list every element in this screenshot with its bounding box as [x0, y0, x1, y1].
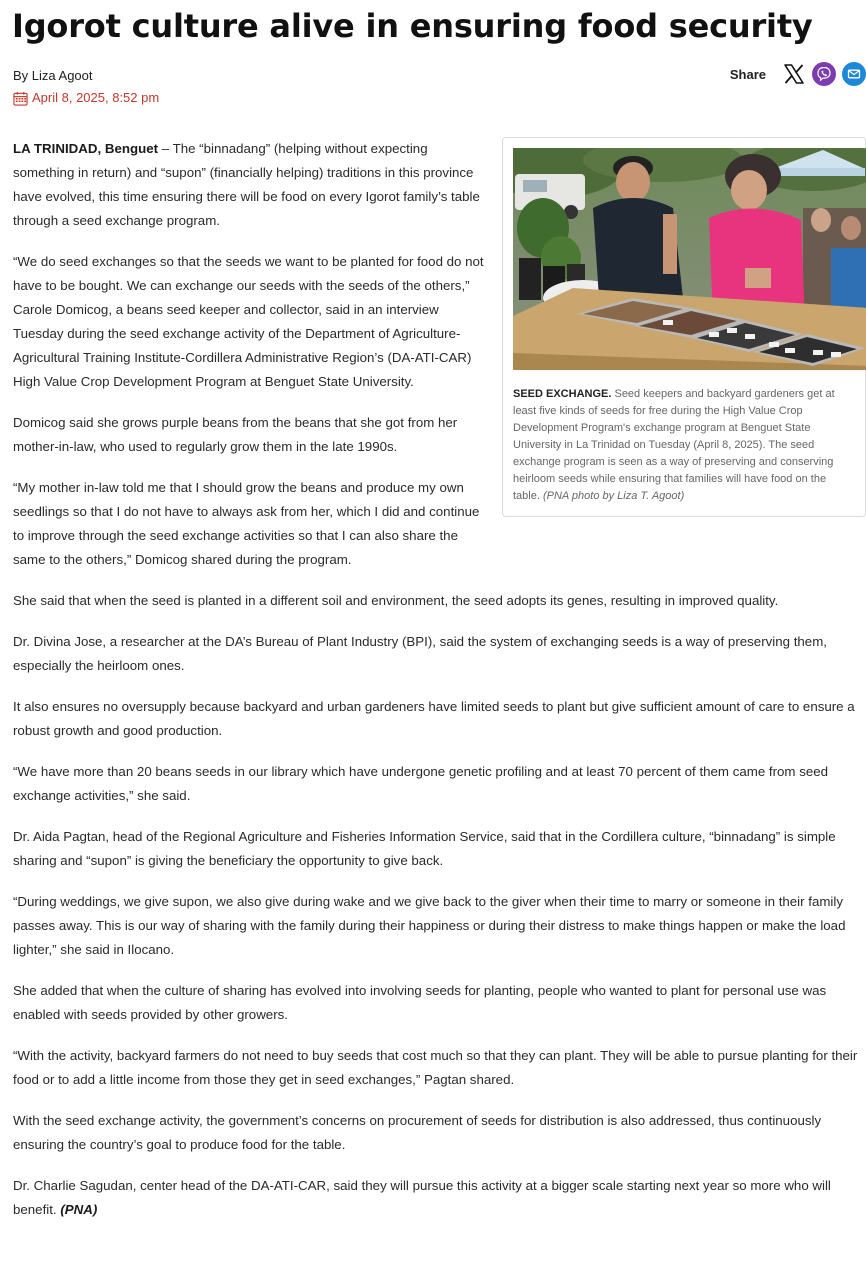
- photo-figure: [502, 137, 866, 517]
- share-email-button[interactable]: [842, 62, 866, 86]
- photo-credit: (PNA photo by Liza T. Agoot): [542, 490, 685, 502]
- article-body: [13, 137, 866, 1239]
- share-viber-button[interactable]: [812, 62, 836, 86]
- article-paragraph: “My mother in-law told me that I should grow the beans and produce my own seedlings so that I do not have to always ask from her, which I did and continue to improve through the seed exchange activities so that I can also share the same to the others,” Domicog shared during the program.: [13, 480, 480, 567]
- dateline: LA TRINIDAD, Benguet: [13, 141, 159, 156]
- share-bar: [730, 62, 866, 86]
- publish-date: [13, 89, 159, 107]
- article-paragraph: With the seed exchange activity, the government’s concerns on procurement of seeds for distribution is also addressed, thus continuously ensuring the country’s goal to produce food for the table.: [13, 1113, 822, 1152]
- article-paragraph: It also ensures no oversupply because backyard and urban gardeners have limited seeds to plant but give sufficient amount of care to ensure a robust growth and good production.: [13, 699, 855, 738]
- article-paragraph: “We do seed exchanges so that the seeds we want to be planted for food do not have to be bought. We can exchange our seeds with the seeds of the others,” Carole Domicog, a beans seed keeper and collector, said in an interview Tuesday during the seed exchange activity of the Department of Agriculture-Agricultural Training Institute-Cordillera Administrative Region’s (DA-ATI-CAR) High Value Crop Development Program at Benguet State University.: [13, 254, 484, 389]
- caption-text: Seed keepers and backyard gardeners get at least five kinds of seeds for free during the High Value Crop Development Program's exchange program at Benguet State University in La Trinidad on Tuesday (April 8, 2025). The seed exchange program is seen as a way of preserving and conserving heirloom seeds while ensuring that families will have food on the table.: [513, 388, 835, 502]
- email-icon: [846, 66, 862, 82]
- article-paragraph: Dr. Aida Pagtan, head of the Regional Agriculture and Fisheries Information Service, said that in the Cordillera culture, “binnadang” is simple sharing and “supon” is giving the beneficiary the opportunity to give back.: [13, 829, 836, 868]
- closing-text: Dr. Charlie Sagudan, center head of the DA-ATI-CAR, said they will pursue this activity at a bigger scale starting next year so more who will benefit.: [13, 1178, 831, 1217]
- photo-caption: [513, 386, 855, 505]
- viber-icon: [816, 66, 832, 82]
- publish-date-text: April 8, 2025, 8:52 pm: [32, 90, 160, 105]
- article-paragraph: She added that when the culture of sharing has evolved into involving seeds for planting, people who wanted to plant for personal use was enabled with seeds provided by other growers.: [13, 983, 827, 1022]
- article-headline: Igorot culture alive in ensuring food security: [12, 7, 813, 45]
- share-label: Share: [729, 66, 766, 82]
- article-paragraph: Dr. Divina Jose, a researcher at the DA’s Bureau of Plant Industry (BPI), said the system of exchanging seeds is a way of preserving them, especially the heirloom ones.: [13, 634, 827, 673]
- article-paragraph: “During weddings, we give supon, we also give during wake and we give back to the giver when their time to marry or someone in their family passes away. This is our way of sharing with the family during their happiness or during their distress to make things happen or make the load lighter,” she said in Ilocano.: [13, 894, 846, 957]
- calendar-icon: [13, 91, 28, 106]
- seed-exchange-photo[interactable]: [513, 148, 866, 370]
- article-paragraph: Domicog said she grows purple beans from the beans that she got from her mother-in-law, who used to regularly grow them in the late 1990s.: [13, 415, 458, 454]
- article-paragraph: “We have more than 20 beans seeds in our library which have undergone genetic profiling and at least 70 percent of them came from seed exchange activities,” she said.: [13, 764, 829, 803]
- caption-lead: SEED EXCHANGE.: [513, 388, 612, 400]
- author-byline: By Liza Agoot: [13, 68, 93, 83]
- lead-text: – The “binnadang” (helping without expecting something in return) and “supon” (financially helping) traditions in this province have evolved, this time ensuring there will be food on every Igorot family’s table through a seed exchange program.: [13, 141, 480, 228]
- article-paragraph: “With the activity, backyard farmers do not need to buy seeds that cost much so that they can plant. They will be able to pursue planting for their food or to add a little income from those they get in seed exchanges,” Pagtan shared.: [13, 1048, 858, 1087]
- closing-paragraph: [13, 1174, 866, 1222]
- x-icon: [782, 62, 806, 86]
- share-x-button[interactable]: [782, 62, 806, 86]
- article-paragraph: She said that when the seed is planted in a different soil and environment, the seed adopts its genes, resulting in improved quality.: [13, 593, 779, 608]
- source-tag: (PNA): [60, 1202, 98, 1217]
